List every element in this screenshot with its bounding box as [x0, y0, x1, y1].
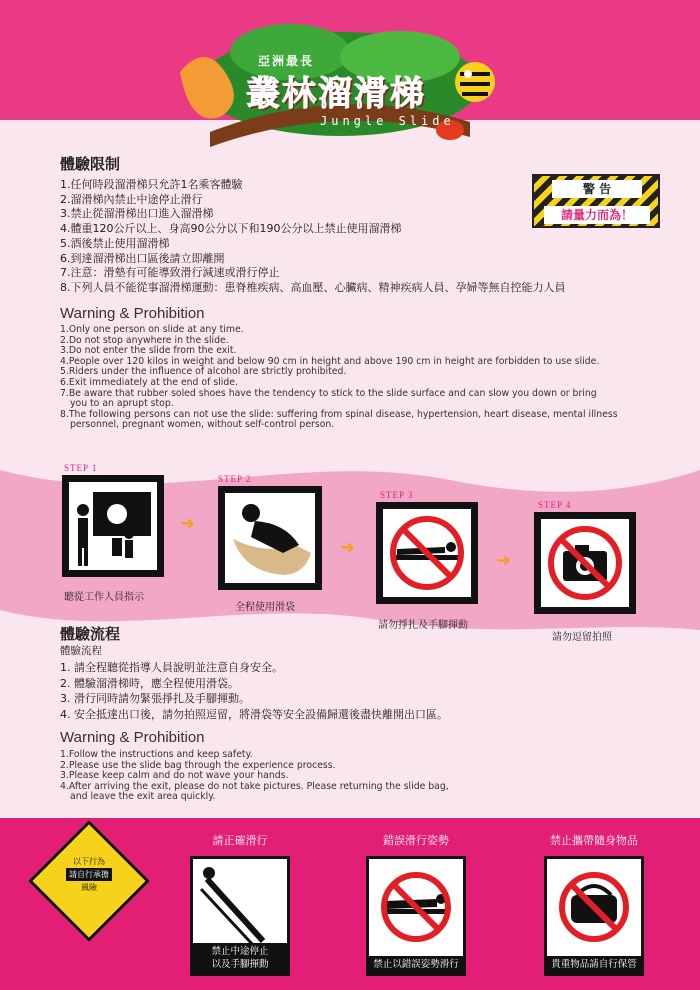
limit-item: 8.下列人員不能從事溜滑梯運動：患脊椎疾病、高血壓、心臟病、精神疾病人員、孕婦等無自控能力人員 — [60, 280, 566, 294]
process-en-list — [60, 750, 660, 803]
step-1-label: STEP 1 — [64, 463, 98, 473]
limit-item: 3.禁止從溜滑梯出口進入溜滑梯 — [60, 207, 214, 221]
warning-sign — [532, 174, 660, 228]
warning-en-item: 4.People over 120 kilos in weight and below 90 cm in height and above 190 cm in height are forbidden to use slide. — [60, 355, 600, 367]
arrow-right-icon: ➜ — [496, 550, 512, 571]
limit-item: 6.到達溜滑梯出口區後請立即離開 — [60, 251, 225, 265]
banner-footer-2: 以及手腳揮動 — [211, 959, 269, 970]
process-list — [60, 660, 448, 722]
slide-bag-icon — [225, 493, 315, 583]
process-subheading: 體驗流程 — [60, 645, 102, 657]
process-en-item: 1.Follow the instructions and keep safety. — [60, 749, 253, 760]
limit-item: 7.注意：滑墊有可能導致滑行減速或滑行停止 — [60, 266, 280, 280]
limits-list — [60, 178, 566, 296]
step-1-card — [62, 475, 164, 577]
process-item: 4. 安全抵達出口後，請勿拍照逗留，將滑袋等安全設備歸還後盡快離開出口區。 — [60, 707, 448, 721]
warning-en-item: 8.The following persons can not use the slide: suffering from spinal disease, hypertension, heart disease, mental illness — [60, 408, 618, 420]
step-2-label: STEP 2 — [218, 474, 252, 484]
caution-line-2: 請自行承擔 — [66, 868, 112, 881]
step-4-label: STEP 4 — [538, 500, 572, 510]
step-3-label: STEP 3 — [380, 490, 414, 500]
warning-en-heading: Warning & Prohibition — [60, 305, 205, 322]
warning-en-item: 7.Be aware that rubber soled shoes have the tendency to stick to the slide surface and can slow you down or bring — [60, 387, 597, 399]
warning-en-item: 3.Do not enter the slide from the exit. — [60, 345, 237, 357]
warning-en-item: 1.Only one person on slide at any time. — [60, 324, 244, 335]
logo-title: 叢林溜滑梯 — [246, 74, 426, 114]
warning-en-item: 2.Do not stop anywhere in the slide. — [60, 334, 229, 346]
limits-heading: 體驗限制 — [60, 155, 121, 173]
process-item: 1. 請全程聽從指導人員說明並注意自身安全。 — [60, 661, 283, 674]
banner-wrong-posture — [366, 832, 466, 976]
banner-footer-1: 貴重物品請自行保管 — [551, 959, 637, 970]
no-struggling-icon — [383, 509, 471, 597]
correct-sliding-icon — [193, 859, 287, 949]
warning-text: 請量力而為！ — [544, 206, 650, 224]
warning-en-item: you to an aprupt stop. — [70, 398, 174, 410]
warning-en-item: personnel, pregnant women, without self-control person. — [70, 419, 335, 431]
process-heading: 體驗流程 — [60, 625, 121, 643]
banner-heading: 錯誤滑行姿勢 — [383, 834, 449, 847]
step-4-caption: 請勿逗留拍照 — [552, 632, 612, 643]
caution-line-3: 風險 — [81, 883, 97, 892]
process-item: 2. 體驗溜滑梯時，應全程使用滑袋。 — [60, 676, 239, 690]
process-item: 3. 滑行同時請勿緊張掙扎及手腳揮動。 — [60, 692, 250, 705]
limit-item: 4.體重120公斤以上、身高90公分以下和190公分以上禁止使用溜滑梯 — [60, 222, 402, 236]
no-camera-icon — [541, 519, 629, 607]
warning-en-list — [60, 325, 660, 431]
arrow-right-icon: ➜ — [340, 537, 356, 558]
banner-footer-1: 禁止以錯誤姿勢滑行 — [373, 959, 459, 970]
warning-en-item: 5.Riders under the influence of alcohol are strictly prohibited. — [60, 366, 347, 378]
warning-en-item: 6.Exit immediately at the end of slide. — [60, 376, 238, 388]
staff-instruction-icon — [69, 482, 157, 570]
process-en-heading: Warning & Prohibition — [60, 729, 205, 746]
step-3-card — [376, 502, 478, 604]
banner-correct-sliding — [190, 832, 290, 976]
process-en-item: 4.After arriving the exit, please do not take pictures. Please returning the slide bag, — [60, 780, 449, 792]
limit-item: 1.任何時段溜滑梯只允許1名乘客體驗 — [60, 178, 243, 191]
no-bag-icon — [547, 859, 641, 959]
logo-subtitle: 亞洲最長 — [258, 54, 315, 68]
step-2-card — [218, 486, 322, 590]
step-2-caption: 全程使用滑袋 — [235, 602, 295, 613]
step-1-caption: 聽從工作人員指示 — [64, 592, 144, 603]
process-en-item: and leave the exit area quickly. — [70, 791, 216, 803]
process-en-item: 3.Please keep calm and do not wave your hands. — [60, 770, 289, 782]
logo-title-en: Jungle Slide — [320, 114, 455, 128]
limit-item: 2.溜滑梯內禁止中途停止滑行 — [60, 192, 203, 206]
step-4-card — [534, 512, 636, 614]
step-3-caption: 請勿掙扎及手腳揮動 — [378, 620, 468, 631]
process-en-item: 2.Please use the slide bag through the experience process. — [60, 759, 336, 771]
banner-heading: 請正確滑行 — [212, 834, 268, 847]
warning-title: 警 告 — [552, 180, 642, 198]
banner-footer-1: 禁止中途停止 — [211, 946, 269, 957]
caution-text — [46, 855, 132, 894]
limit-item: 5.酒後禁止使用溜滑梯 — [60, 236, 170, 250]
banner-no-belongings — [544, 832, 644, 976]
arrow-right-icon: ➜ — [180, 513, 196, 534]
banner-heading: 禁止攜帶隨身物品 — [550, 834, 638, 847]
caution-line-1: 以下行為 — [73, 857, 105, 866]
wrong-posture-icon — [369, 859, 463, 959]
